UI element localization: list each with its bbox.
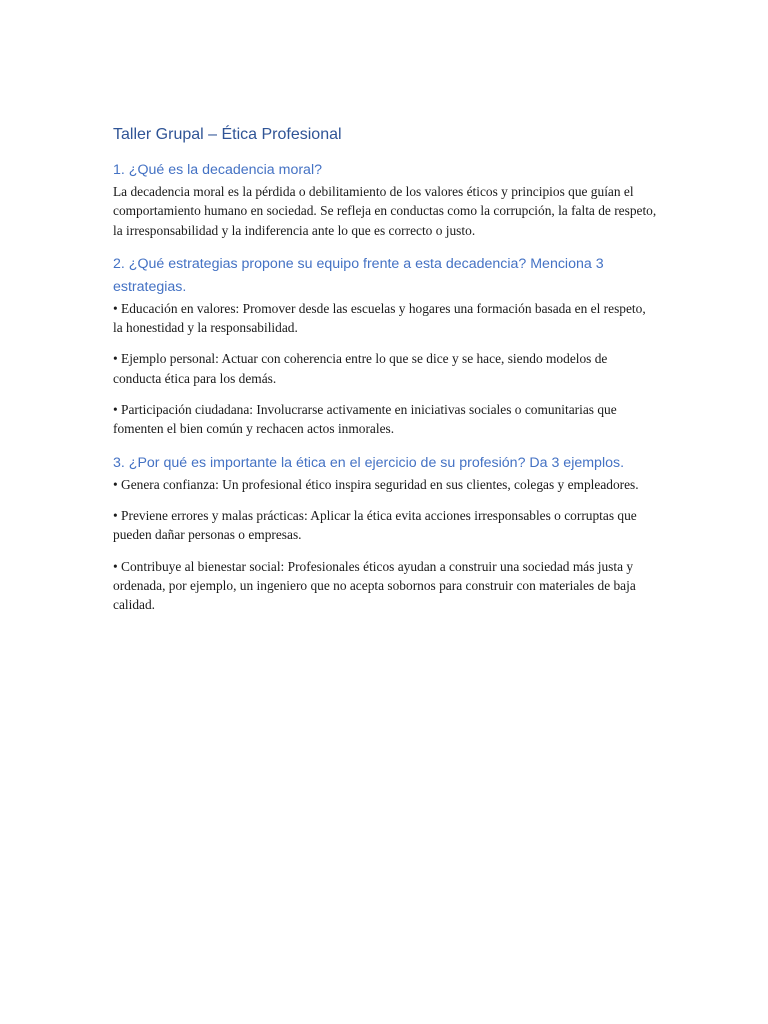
section-2-heading: 2. ¿Qué estrategias propone su equipo frente a esta decadencia? Menciona 3 estrategias. — [113, 255, 604, 295]
section-2-bullet-2: • Ejemplo personal: Actuar con coherencia entre lo que se dice y se hace, siendo modelos de conducta ética para los demás. — [113, 351, 608, 386]
section-1-heading: 1. ¿Qué es la decadencia moral? — [113, 162, 322, 178]
section-2-bullet-3: • Participación ciudadana: Involucrarse activamente en iniciativas sociales o comunitarias que fomenten el bien común y rechacen actos inmorales. — [113, 402, 617, 437]
section-1 — [113, 159, 658, 240]
section-2 — [113, 253, 658, 439]
document-page — [113, 124, 658, 614]
section-3-bullet-2: • Previene errores y malas prácticas: Aplicar la ética evita acciones irresponsables o corruptas que pueden dañar personas o empresas. — [113, 507, 637, 543]
section-3-bullet-1: • Genera confianza: Un profesional ético inspira seguridad en sus clientes, colegas y empleadores. — [113, 476, 639, 492]
section-3 — [113, 452, 658, 615]
section-2-bullet-1: • Educación en valores: Promover desde las escuelas y hogares una formación basada en el respeto, la honestidad y la responsabilidad. — [113, 300, 646, 336]
section-3-heading: 3. ¿Por qué es importante la ética en el ejercicio de su profesión? Da 3 ejemplos. — [113, 454, 625, 471]
document-title: Taller Grupal – Ética Profesional — [113, 126, 342, 143]
section-1-paragraph: La decadencia moral es la pérdida o debilitamiento de los valores éticos y principios que guían el comportamiento humano en sociedad. Se refleja en conductas como la corrupción, la falta de respeto, la irresponsabilidad y la indiferencia ante lo que es correcto o justo. — [113, 184, 657, 238]
section-3-bullet-3: • Contribuye al bienestar social: Profesionales éticos ayudan a construir una sociedad más justa y ordenada, por ejemplo, un ingeniero que no acepta sobornos para construir con materiales de baja calidad. — [113, 558, 636, 613]
